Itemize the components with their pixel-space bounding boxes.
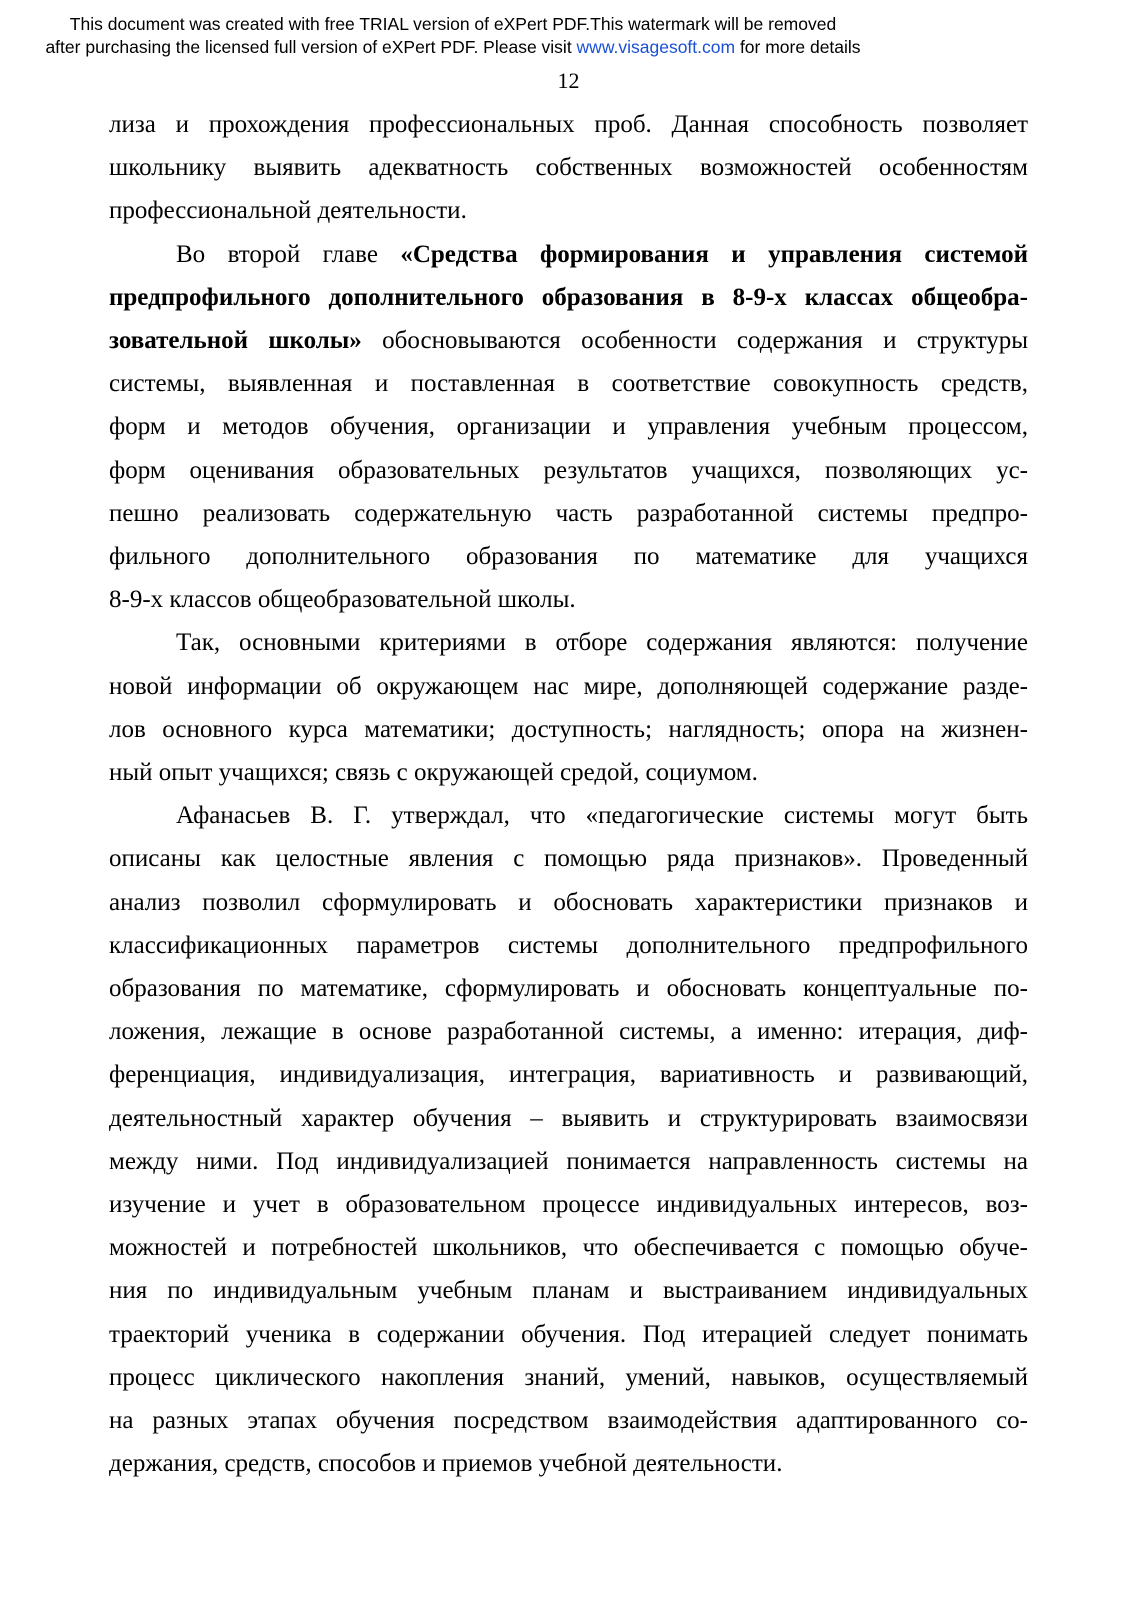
text-line: лов основного курса математики; доступность; наглядность; опора на жизнен- (109, 715, 1028, 743)
text-line: ложения, лежащие в основе разработанной системы, а именно: итерация, диф- (109, 1018, 1028, 1046)
chapter-title-part: зовательной школы» (109, 327, 362, 355)
trial-watermark (0, 13, 906, 59)
text-line: Афанасьев В. Г. утверждал, что «педагогические системы могут быть (176, 802, 1028, 830)
text-line: деятельностный характер обучения – выявить и структурировать взаимосвязи (109, 1104, 1028, 1132)
text-line: ный опыт учащихся; связь с окружающей средой, социумом. (109, 759, 758, 787)
chapter-title-part: «Средства формирования и управления системой (400, 240, 1028, 268)
watermark-line-2-text: after purchasing the licensed full version of eXPert PDF. Please visit (45, 37, 577, 57)
text-line: форм и методов обучения, организации и управления учебным процессом, (109, 413, 1028, 441)
text-line: 8-9-х классов общеобразовательной школы. (109, 586, 576, 614)
document-body (109, 103, 1028, 1486)
text-line (109, 233, 1028, 276)
page-number: 12 (557, 68, 580, 93)
text-line: форм оценивания образовательных результатов учащихся, позволяющих ус- (109, 456, 1028, 484)
text-line: системы, выявленная и поставленная в соответствие совокупность средств, (109, 370, 1028, 398)
text-line: классификационных параметров системы дополнительного предпрофильного (109, 931, 1028, 959)
text-line: анализ позволил сформулировать и обосновать характеристики признаков и (109, 888, 1028, 916)
text-line: держания, средств, способов и приемов учебной деятельности. (109, 1450, 783, 1478)
paragraph-1 (109, 103, 1028, 233)
text-line: ференциация, индивидуализация, интеграция, вариативность и развивающий, (109, 1061, 1028, 1089)
text-line (109, 319, 1028, 362)
paragraph-2-lead: Во второй главе (176, 240, 401, 268)
text-line: школьнику выявить адекватность собственных возможностей особенностям (109, 154, 1028, 182)
text-line: ния по индивидуальным учебным планам и выстраиванием индивидуальных (109, 1277, 1028, 1305)
text-line: изучение и учет в образовательном процессе индивидуальных интересов, воз- (109, 1191, 1028, 1219)
text-line: можностей и потребностей школьников, что обеспечивается с помощью обуче- (109, 1234, 1028, 1262)
text-line: процесс циклического накопления знаний, умений, навыков, осуществляемый (109, 1363, 1028, 1391)
paragraph-3 (109, 621, 1028, 794)
text-line: на разных этапах обучения посредством взаимодействия адаптированного со- (109, 1407, 1028, 1435)
text-line: образования по математике, сформулировать и обосновать концептуальные по- (109, 975, 1028, 1003)
watermark-link[interactable]: www.visagesoft.com (576, 37, 736, 57)
watermark-line-2 (0, 36, 906, 59)
text-line: новой информации об окружающем нас мире, дополняющей содержание разде- (109, 672, 1028, 700)
text-line: описаны как целостные явления с помощью ряда признаков». Проведенный (109, 845, 1028, 873)
text-line: пешно реализовать содержательную часть разработанной системы предпро- (109, 499, 1028, 527)
paragraph-2 (109, 233, 1028, 622)
chapter-title-part: предпрофильного дополнительного образования в 8-9-х классах общеобра- (109, 283, 1028, 311)
paragraph-2-continuation: обосновываются особенности содержания и структуры (361, 327, 1028, 355)
text-line: профессиональной деятельности. (109, 197, 467, 225)
text-line: между ними. Под индивидуализацией понимается направленность системы на (109, 1147, 1028, 1175)
text-line (109, 276, 1028, 319)
text-line: траекторий ученика в содержании обучения. Под итерацией следует понимать (109, 1320, 1028, 1348)
paragraph-4 (109, 794, 1028, 1485)
text-line: фильного дополнительного образования по математике для учащихся (109, 543, 1028, 571)
watermark-line-1: This document was created with free TRIAL version of eXPert PDF.This watermark will be removed (69, 14, 837, 34)
watermark-line-2-tail: for more details (735, 37, 861, 57)
text-line: лиза и прохождения профессиональных проб. Данная способность позволяет (109, 111, 1028, 138)
text-line: Так, основными критериями в отборе содержания являются: получение (176, 629, 1028, 657)
